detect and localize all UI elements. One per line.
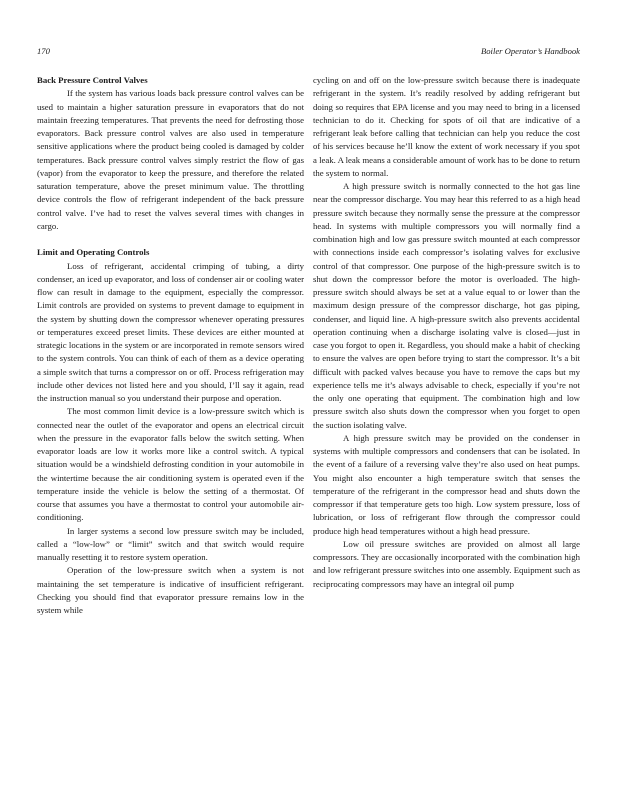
- right-column: [313, 74, 580, 617]
- paragraph-continued: cycling on and off on the low-pressure switch because there is inadequate refrigerant in the system. It’s readily resolved by adding refrigerant but doing so requires that EPA license and you may need to bring in a licensed technician to do it. Checking for spots of oil that are indicative of a refrigerant leak before calling that technician can help you reduce the cost of his services because he’ll know the extent of work necessary if you spot a leak. A leak means a considerable amount of work has to be done to return the system to normal.: [313, 75, 580, 178]
- paragraph: The most common limit device is a low-pressure switch which is connected near the outlet of the evaporator and opens an electrical circuit when the pressure in the evaporator falls below the switch setting. When evaporator loads are low it works more like a control switch. A typical situation would be a windshield defrosting condition in your automobile in the wintertime because the air conditioning system is operated even if the temperature inside the vehicle is below the setting of a thermostat. Of course that assumes you have a thermostat to control your automobile air-conditioning.: [37, 406, 304, 523]
- heading-back-pressure-control-valves: Back Pressure Control Valves: [37, 75, 148, 85]
- book-title: Boiler Operator’s Handbook: [481, 46, 580, 56]
- paragraph: A high pressure switch is normally connected to the hot gas line near the compressor discharge. You may hear this referred to as a high head pressure switch because they normally sense the pressure at the compressor head. In systems with multiple compressors you will normally find a combination high and low gas pressure switch mounted at each compressor with connections inside each compressor’s isolating valves for exclusive control of that compressor. One purpose of the high-pressure switch is to shut down the compressor before the motor is overloaded. The high-pressure switch should always be set at a value equal to or lower than the maximum design pressure of the compressor discharge, hot gas piping, condenser, and liquid line. A high-pressure switch also prevents accidental operation continuing when a discharge isolating valve is closed—just in case you forgot to open it. Regardless, you should make a habit of checking to ensure the valves are open before trying to start the compressor. It’s a bit difficult with packed valves because you have to remove the caps but my experience tells me it’s always advisable to check, especially if you’re not the only one operating that equipment. The combination high and low pressure switch also shuts down the compressor when you forget to open the suction isolating valve.: [313, 181, 580, 430]
- paragraph: Loss of refrigerant, accidental crimping of tubing, a dirty condenser, an iced up evaporator, and loss of condenser air or cooling water flow can result in damage to the equipment, especially the compressor. Limit controls are provided on systems to prevent damage to equipment in the system by shutting down the compressor whenever operating pressures or temperatures exceed preset limits. These devices are either mounted at strategic locations in the system or are incorporated in remote sensors wired to the system controls. You can think of each of them as a device operating a simple switch that turns a compressor on or off. Process refrigeration may include other devices not listed here and you should, I’ll say it again, read the instruction manual so you understand their purpose and operation.: [37, 260, 304, 403]
- paragraph: In larger systems a second low pressure switch may be included, called a “low-low” or “limit” switch and that switch would require manually resetting it to restore system operation.: [37, 525, 304, 562]
- paragraph: Operation of the low-pressure switch when a system is not maintaining the set temperature is indicative of insufficient refrigerant. Checking you should find that evaporator pressure remains low in the system while: [37, 565, 304, 615]
- running-header: [37, 46, 580, 56]
- paragraph: Low oil pressure switches are provided on almost all large compressors. They are occasionally incorporated with the combination high and low refrigerant pressure switches into one assembly. Equipment such as reciprocating compressors may have an integral oil pump: [313, 538, 580, 589]
- heading-limit-and-operating-controls: Limit and Operating Controls: [37, 247, 150, 258]
- left-column: [37, 74, 304, 617]
- page-number: 170: [37, 46, 50, 56]
- paragraph: If the system has various loads back pressure control valves can be used to maintain a higher saturation pressure in evaporators that do not maintain freezing temperatures. That prevents the need for defrosting those evaporators. Back pressure control valves are also used in temperature sensitive applications where the product being cooled is damaged by colder temperatures. Back pressure control valves simply restrict the flow of gas (vapor) from the evaporator to keep the pressure, and therefore the related saturation temperature, above the preset minimum value. The throttling device controls the flow of refrigerant independent of the back pressure control valve. I’ve had to reset the valves several times with changes in cargo.: [37, 88, 304, 231]
- paragraph: A high pressure switch may be provided on the condenser in systems with multiple compressors and condensers that can be isolated. In the event of a failure of a reversing valve they’re also used on heat pumps. You might also encounter a high temperature switch that senses the temperature of the refrigerant in the compressor head and shuts down the compressor if that temperature gets too high. Low system pressure, loss of lubrication, or loss of refrigerant flow through the compressor could produce high head temperatures without a high head pressure.: [313, 432, 580, 536]
- two-column-body: [37, 74, 580, 617]
